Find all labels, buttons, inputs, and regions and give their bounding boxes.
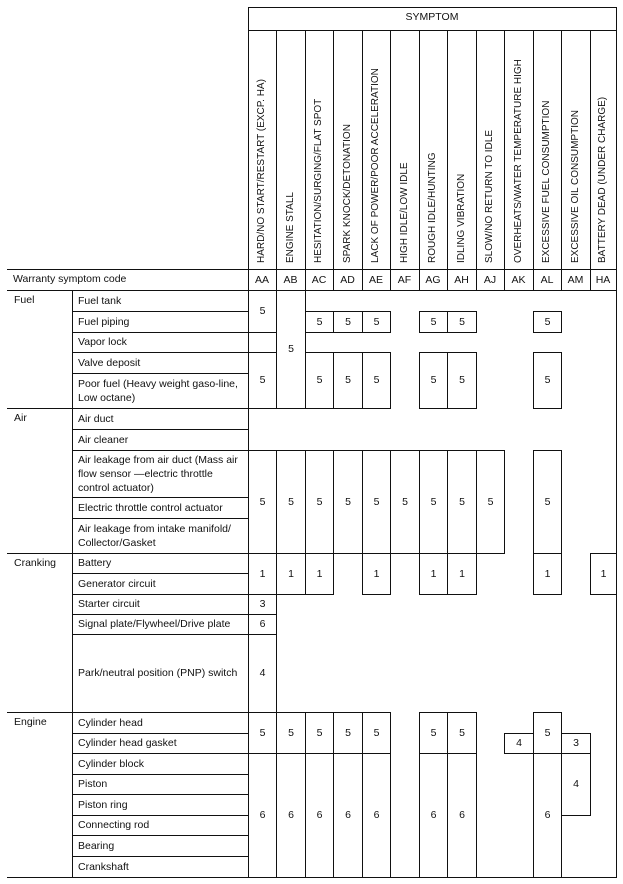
symptom-rating: 5 (373, 495, 380, 508)
symptom-code: AL (540, 274, 554, 286)
symptom-rating: 1 (544, 567, 551, 580)
component-label: Park/neutral position (PNP) switch (78, 667, 238, 679)
symptom-rating: 5 (430, 374, 437, 386)
rule-vertical (476, 311, 477, 333)
symptom-rating: 5 (259, 495, 266, 508)
rule-horizontal (333, 408, 363, 409)
rule-horizontal (447, 352, 477, 353)
rule-horizontal (276, 450, 306, 451)
symptom-rating: 6 (459, 809, 465, 821)
symptom-code: AC (311, 274, 327, 286)
rule-vertical (476, 352, 477, 409)
rule-vertical (362, 30, 363, 291)
rule-horizontal (305, 311, 334, 312)
rule-vertical (476, 712, 477, 754)
column-header-ha: BATTERY DEAD (UNDER CHARGE) (597, 96, 608, 263)
rule-horizontal (362, 311, 391, 312)
symptom-rating: 5 (459, 374, 465, 386)
column-header-aa: HARD/NO START/RESTART (EXCP. HA) (256, 79, 267, 263)
column-header-ab: ENGINE STALL (284, 192, 296, 263)
rule-horizontal (419, 450, 448, 451)
column-header-ae: LACK OF POWER/POOR ACCELERATION (370, 68, 381, 263)
symptom-rating: 5 (345, 315, 351, 328)
rule-horizontal (333, 450, 363, 451)
rule-horizontal (447, 712, 477, 713)
symptom-rating: 5 (459, 495, 465, 508)
rule-horizontal (419, 594, 448, 595)
symptom-rating: 4 (259, 667, 266, 679)
component-label: Piston (78, 778, 108, 790)
rule-vertical (333, 30, 334, 291)
symptom-code: AK (511, 274, 526, 286)
rule-horizontal (447, 450, 477, 451)
component-label: Cylinder block (78, 757, 144, 770)
rule-horizontal (305, 408, 334, 409)
rule-horizontal (362, 594, 391, 595)
rule-horizontal (447, 553, 477, 554)
symptom-rating: 1 (373, 567, 380, 580)
symptom-rating: 3 (259, 598, 266, 610)
rule-horizontal (476, 450, 505, 451)
column-header-am: EXCESSIVE OIL CONSUMPTION (569, 110, 581, 263)
component-label: Air cleaner (78, 433, 129, 446)
component-label: Battery (78, 557, 112, 569)
rule-vertical (504, 30, 505, 291)
rule-vertical (72, 290, 73, 878)
rule-horizontal (305, 332, 334, 333)
rule-horizontal (504, 733, 534, 734)
symptom-rating: 5 (459, 726, 465, 739)
rule-horizontal (276, 553, 306, 554)
rule-horizontal (533, 553, 562, 554)
symptom-rating: 5 (288, 495, 294, 508)
symptom-code: AE (368, 274, 383, 286)
rule-horizontal (276, 753, 306, 754)
symptom-rating: 5 (316, 374, 323, 386)
rule-horizontal (362, 877, 391, 878)
rule-horizontal (305, 594, 334, 595)
rule-vertical (476, 753, 477, 878)
symptom-rating: 4 (516, 737, 522, 749)
symptom-header: SYMPTOM (405, 11, 459, 23)
rule-horizontal (419, 753, 448, 754)
rule-horizontal (276, 877, 306, 878)
rule-horizontal (276, 408, 306, 409)
component-label: Fuel piping (78, 315, 130, 328)
rule-vertical (276, 30, 277, 291)
rule-horizontal (362, 332, 391, 333)
rule-horizontal (362, 712, 391, 713)
symptom-rating: 1 (459, 567, 465, 580)
rule-vertical (561, 30, 562, 291)
rule-horizontal (276, 290, 306, 291)
rule-horizontal (248, 408, 277, 409)
symptom-rating: 5 (316, 726, 323, 739)
column-header-af: HIGH IDLE/LOW IDLE (398, 162, 410, 263)
group-cranking: Cranking (14, 557, 57, 569)
symptom-rating: 6 (288, 809, 294, 821)
rule-horizontal (248, 753, 277, 754)
rule-horizontal (362, 408, 391, 409)
column-header-ah: IDLING VIBRATION (455, 173, 467, 263)
symptom-rating: 4 (573, 778, 579, 790)
rule-horizontal (447, 877, 477, 878)
component-label: Cylinder head (78, 716, 143, 729)
symptom-code: AB (283, 274, 298, 286)
symptom-rating: 6 (316, 809, 323, 821)
rule-horizontal (333, 877, 363, 878)
symptom-code: AD (340, 274, 355, 286)
symptom-rating: 3 (573, 737, 579, 749)
rule-horizontal (276, 712, 306, 713)
rule-horizontal (533, 753, 562, 754)
component-label: Bearing (78, 839, 115, 852)
rule-vertical (305, 30, 306, 291)
group-engine: Engine (14, 716, 47, 728)
symptom-code: AF (397, 274, 412, 286)
symptom-code: HA (595, 274, 611, 286)
symptom-rating: 1 (430, 567, 437, 580)
rule-horizontal (333, 753, 363, 754)
component-label: Connecting rod (78, 819, 150, 831)
symptom-rating: 5 (288, 726, 294, 739)
rule-horizontal (419, 311, 448, 312)
rule-vertical (616, 7, 617, 878)
rule-horizontal (362, 352, 391, 353)
symptom-rating: 5 (259, 726, 266, 739)
rule-horizontal (276, 594, 306, 595)
rule-horizontal (305, 450, 334, 451)
symptom-code: AG (425, 274, 441, 286)
rule-vertical (590, 753, 591, 816)
rule-horizontal (248, 877, 277, 878)
rule-horizontal (419, 332, 448, 333)
component-label: Air duct (78, 412, 114, 425)
rule-horizontal (419, 408, 448, 409)
rule-horizontal (248, 450, 277, 451)
column-header-ad: SPARK KNOCK/DETONATION (341, 124, 353, 263)
rule-vertical (447, 30, 448, 291)
rule-horizontal (476, 553, 505, 554)
rule-horizontal (248, 553, 277, 554)
symptom-rating: 5 (345, 495, 351, 508)
rule-horizontal (561, 733, 591, 734)
rule-horizontal (333, 332, 363, 333)
rule-horizontal (305, 753, 334, 754)
rule-horizontal (447, 332, 477, 333)
symptom-rating: 5 (316, 315, 323, 328)
symptom-rating: 5 (459, 315, 465, 328)
symptom-rating: 5 (373, 726, 380, 739)
rule-horizontal (533, 332, 562, 333)
symptom-rating: 5 (402, 495, 408, 508)
symptom-code: AJ (483, 274, 497, 286)
rule-horizontal (248, 290, 277, 291)
rule-horizontal (333, 352, 363, 353)
component-label: Cylinder head gasket (78, 737, 177, 749)
rule-horizontal (248, 7, 617, 8)
component-label: Signal plate/Flywheel/Drive plate (78, 618, 231, 630)
column-header-ak: OVERHEATS/WATER TEMPERATURE HIGH (512, 59, 524, 263)
rule-horizontal (362, 553, 391, 554)
rule-horizontal (533, 352, 562, 353)
symptom-rating: 5 (487, 495, 494, 508)
component-label: Crankshaft (78, 860, 129, 873)
symptom-rating: 5 (373, 374, 380, 386)
symptom-rating: 1 (288, 567, 294, 580)
rule-horizontal (590, 594, 617, 595)
rule-horizontal (447, 311, 477, 312)
rule-vertical (390, 30, 391, 291)
rule-horizontal (333, 553, 363, 554)
rule-horizontal (248, 712, 277, 713)
column-header-al: EXCESSIVE FUEL CONSUMPTION (541, 100, 552, 263)
group-fuel: Fuel (14, 294, 35, 306)
rule-horizontal (248, 634, 277, 635)
rule-horizontal (248, 614, 277, 615)
component-label: Electric throttle control actuator (78, 501, 223, 514)
symptom-rating: 1 (259, 567, 266, 580)
rule-horizontal (305, 877, 334, 878)
rule-vertical (533, 30, 534, 291)
rule-horizontal (419, 712, 448, 713)
symptom-rating: 5 (430, 495, 437, 508)
rule-horizontal (390, 553, 420, 554)
rule-vertical (590, 30, 591, 291)
rule-vertical (476, 30, 477, 291)
symptom-rating: 5 (544, 495, 551, 508)
column-header-aj: SLOW/NO RETURN TO IDLE (484, 130, 495, 263)
component-label: Air leakage from intake manifold/ Collector/Gasket (78, 522, 231, 549)
rule-horizontal (590, 553, 617, 554)
symptom-rating: 5 (430, 315, 437, 328)
symptom-rating: 5 (373, 315, 380, 328)
component-label: Fuel tank (78, 294, 122, 307)
symptom-rating: 5 (544, 726, 551, 739)
rule-horizontal (447, 408, 477, 409)
rule-horizontal (305, 553, 334, 554)
symptom-rating: 6 (373, 809, 380, 821)
rule-vertical (590, 733, 591, 754)
rule-horizontal (561, 815, 591, 816)
rule-horizontal (390, 450, 420, 451)
symptom-rating: 5 (544, 315, 551, 328)
rule-horizontal (248, 352, 277, 353)
symptom-rating: 1 (316, 567, 323, 580)
rule-horizontal (533, 594, 562, 595)
rule-horizontal (333, 712, 363, 713)
rule-horizontal (533, 311, 562, 312)
rule-horizontal (419, 352, 448, 353)
rule-horizontal (533, 450, 562, 451)
rule-horizontal (305, 352, 334, 353)
symptom-code: AA (254, 274, 269, 286)
rule-horizontal (561, 753, 591, 754)
symptom-rating: 1 (600, 567, 607, 580)
symptom-code: AH (454, 274, 469, 286)
warranty-symptom-code-label: Warranty symptom code (13, 273, 127, 285)
rule-horizontal (333, 311, 363, 312)
symptom-rating: 5 (259, 305, 266, 317)
rule-horizontal (248, 332, 277, 333)
rule-horizontal (533, 877, 562, 878)
symptom-rating: 6 (544, 809, 551, 821)
rule-horizontal (419, 553, 448, 554)
component-label: Starter circuit (78, 598, 140, 610)
symptom-rating: 5 (544, 374, 551, 386)
rule-vertical (419, 30, 420, 291)
component-label: Air leakage from air duct (Mass air flow sensor —electric throttle control actuator) (78, 453, 238, 494)
component-label: Piston ring (78, 798, 128, 811)
component-label: Poor fuel (Heavy weight gaso-line, Low octane) (78, 377, 238, 404)
symptom-rating: 5 (345, 726, 351, 739)
rule-horizontal (7, 269, 617, 270)
symptom-rating: 5 (259, 374, 266, 386)
rule-horizontal (362, 450, 391, 451)
rule-horizontal (447, 753, 477, 754)
symptom-rating: 5 (430, 726, 437, 739)
component-label: Vapor lock (78, 336, 127, 348)
rule-horizontal (248, 594, 277, 595)
rule-horizontal (447, 594, 477, 595)
rule-horizontal (305, 712, 334, 713)
rule-horizontal (533, 712, 562, 713)
symptom-rating: 5 (316, 495, 323, 508)
symptom-rating: 5 (345, 374, 351, 386)
symptom-rating: 6 (345, 809, 351, 821)
symptom-rating: 6 (430, 809, 437, 821)
symptom-rating: 6 (259, 618, 266, 630)
component-label: Valve deposit (78, 356, 141, 369)
symptom-code: AM (567, 274, 584, 286)
component-label: Generator circuit (78, 577, 156, 590)
rule-horizontal (533, 408, 562, 409)
rule-vertical (476, 553, 477, 595)
rule-horizontal (504, 753, 534, 754)
rule-horizontal (419, 877, 448, 878)
column-header-ag: ROUGH IDLE/HUNTING (427, 152, 438, 263)
rule-horizontal (362, 753, 391, 754)
symptom-rating: 6 (259, 809, 266, 821)
group-air: Air (14, 412, 27, 424)
symptom-rating: 5 (288, 343, 294, 355)
column-header-ac: HESITATION/SURGING/FLAT SPOT (313, 98, 324, 263)
